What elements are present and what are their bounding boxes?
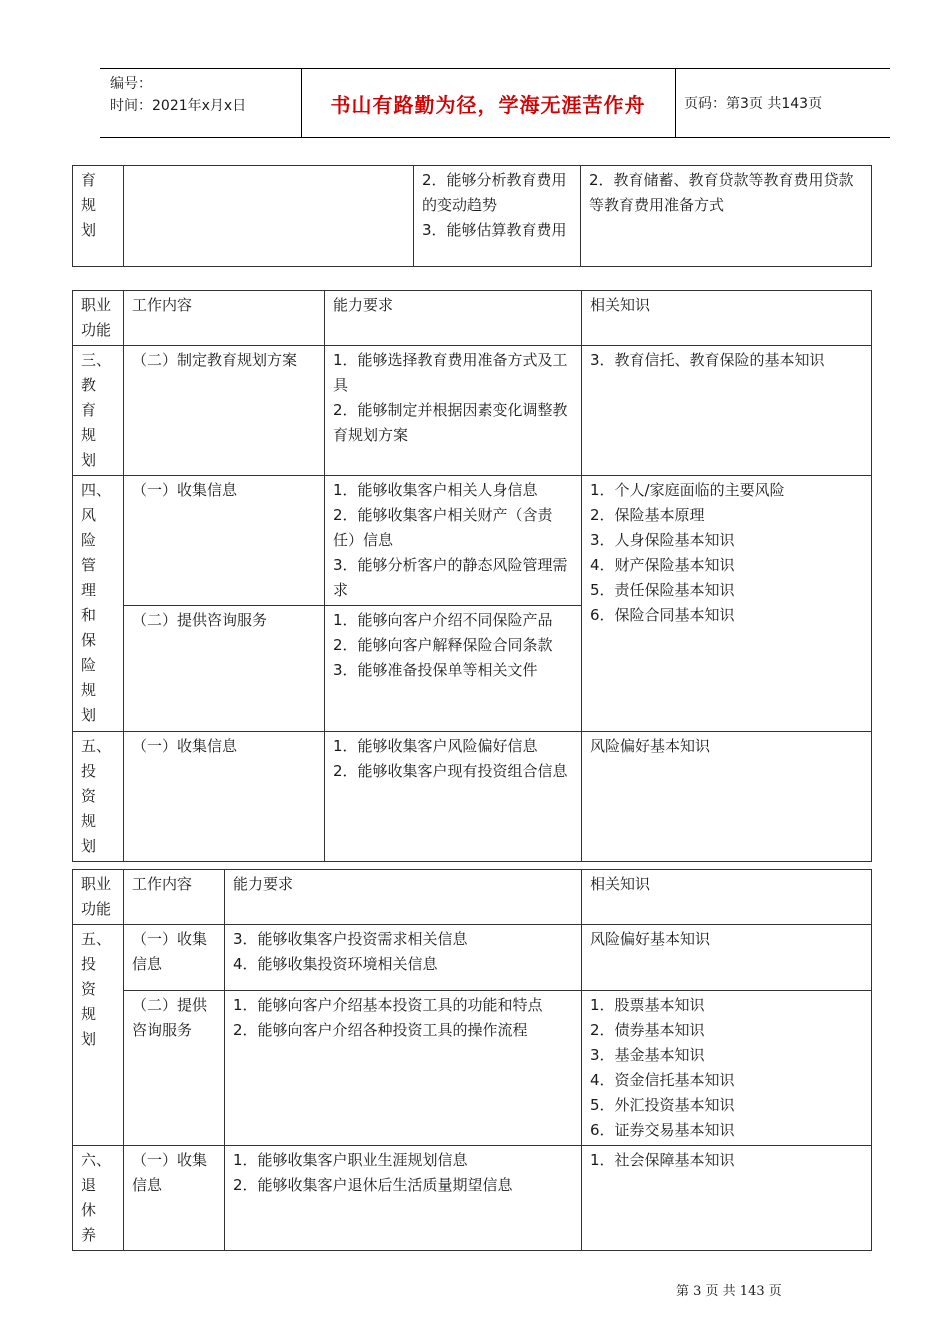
ability-requirement-cell: 3．能够收集客户投资需求相关信息 4．能够收集投资环境相关信息 xyxy=(225,925,582,991)
header-related-knowledge: 相关知识 xyxy=(582,291,872,346)
occupation-table-continuation xyxy=(72,165,872,267)
work-content-cell: （二）提供咨询服务 xyxy=(124,991,225,1146)
occupation-table-2 xyxy=(72,290,872,862)
document-number-label: 编号： xyxy=(110,76,152,92)
header-work-content: 工作内容 xyxy=(124,870,225,925)
table-header-row xyxy=(73,870,872,925)
table-row xyxy=(73,166,872,267)
header-motto: 书山有路勤为径，学海无涯苦作舟 xyxy=(330,92,646,117)
ability-requirement-cell: 1．能够收集客户相关人身信息 2．能够收集客户相关财产（含责任）信息 3．能够分析客户的静态风险管理需求 xyxy=(325,476,582,606)
table-row xyxy=(73,925,872,991)
work-content-cell xyxy=(124,166,414,267)
table-row xyxy=(73,1146,872,1251)
header-meta xyxy=(110,73,246,117)
header-work-content: 工作内容 xyxy=(124,291,325,346)
ability-requirement-cell: 2．能够分析教育费用的变动趋势 3．能够估算教育费用 xyxy=(414,166,581,267)
work-content-cell: （一）收集信息 xyxy=(124,476,325,606)
header-page-code: 页码：第3页 共143页 xyxy=(684,96,823,112)
table-row xyxy=(73,476,872,606)
ability-requirement-cell: 1．能够选择教育费用准备方式及工具 2．能够制定并根据因素变化调整教育规划方案 xyxy=(325,346,582,476)
related-knowledge-cell: 3．教育信托、教育保险的基本知识 xyxy=(582,346,872,476)
related-knowledge-cell: 风险偏好基本知识 xyxy=(582,925,872,991)
table-row xyxy=(73,732,872,862)
work-content-cell: （一）收集信息 xyxy=(124,732,325,862)
header-ability-requirement: 能力要求 xyxy=(225,870,582,925)
related-knowledge-cell: 1．股票基本知识 2．债券基本知识 3．基金基本知识 4．资金信托基本知识 5．外汇投资基本知识 6．证券交易基本知识 xyxy=(582,991,872,1146)
occupation-function-cell: 四、 风 险 管 理 和 保 险 规 划 xyxy=(73,476,124,732)
table-header-row xyxy=(73,291,872,346)
work-content-cell: （二）制定教育规划方案 xyxy=(124,346,325,476)
work-content-cell: （一）收集信息 xyxy=(124,925,225,991)
table-row xyxy=(73,991,872,1146)
occupation-function-cell: 五、 投 资 规 划 xyxy=(73,732,124,862)
document-time-label: 时间：2021年x月x日 xyxy=(110,98,247,114)
ability-requirement-cell: 1．能够收集客户风险偏好信息 2．能够收集客户现有投资组合信息 xyxy=(325,732,582,862)
occupation-function-cell: 育 规 划 xyxy=(73,166,124,267)
header-occupation-function: 职业功能 xyxy=(73,870,124,925)
header-divider xyxy=(675,69,676,137)
occupation-function-cell: 六、 退 休 养 xyxy=(73,1146,124,1251)
page-header xyxy=(100,68,890,138)
header-related-knowledge: 相关知识 xyxy=(582,870,872,925)
ability-requirement-cell: 1．能够收集客户职业生涯规划信息 2．能够收集客户退休后生活质量期望信息 xyxy=(225,1146,582,1251)
page-footer: 第 3 页 共 143 页 xyxy=(676,1284,782,1299)
work-content-cell: （一）收集信息 xyxy=(124,1146,225,1251)
table-row xyxy=(73,346,872,476)
header-occupation-function: 职业功能 xyxy=(73,291,124,346)
header-ability-requirement: 能力要求 xyxy=(325,291,582,346)
work-content-cell: （二）提供咨询服务 xyxy=(124,606,325,732)
occupation-function-cell: 五、 投 资 规 划 xyxy=(73,925,124,1146)
related-knowledge-cell: 1．社会保障基本知识 xyxy=(582,1146,872,1251)
related-knowledge-cell: 风险偏好基本知识 xyxy=(582,732,872,862)
ability-requirement-cell: 1．能够向客户介绍基本投资工具的功能和特点 2．能够向客户介绍各种投资工具的操作流程 xyxy=(225,991,582,1146)
occupation-function-cell: 三、 教 育 规 划 xyxy=(73,346,124,476)
occupation-table-3 xyxy=(72,869,872,1251)
ability-requirement-cell: 1．能够向客户介绍不同保险产品 2．能够向客户解释保险合同条款 3．能够准备投保单等相关文件 xyxy=(325,606,582,732)
related-knowledge-cell: 2．教育储蓄、教育贷款等教育费用贷款等教育费用准备方式 xyxy=(581,166,872,267)
related-knowledge-cell: 1．个人/家庭面临的主要风险 2．保险基本原理 3．人身保险基本知识 4．财产保险基本知识 5．责任保险基本知识 6．保险合同基本知识 xyxy=(582,476,872,732)
